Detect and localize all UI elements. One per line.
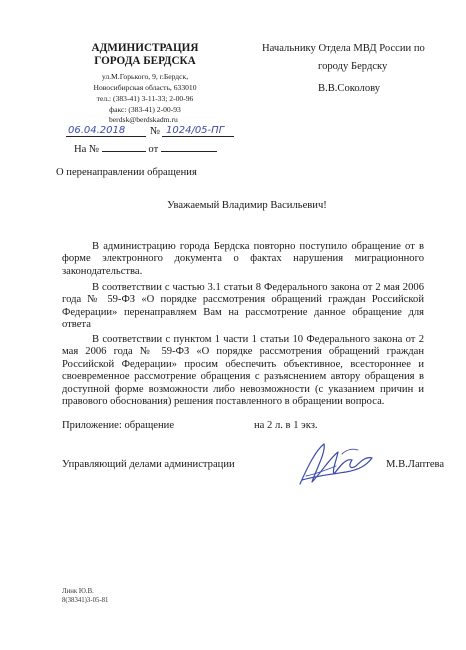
attachment-pages: на 2 л. в 1 экз.	[254, 420, 318, 431]
recipient-name: В.В.Соколову	[318, 83, 381, 94]
recipient-line2: городу Бердску	[318, 61, 388, 72]
outgoing-ref	[66, 125, 236, 139]
sender-address	[70, 71, 220, 115]
paragraph-1	[62, 241, 424, 278]
attachment-label: Приложение: обращение	[62, 420, 175, 431]
ref-date-blank	[161, 142, 217, 152]
address-line2: Новосибирская область, 633010	[93, 83, 197, 92]
paragraph-3-text: В соответствии с пунктом 1 части 1 статьи 10 Федерального закона от 2 мая 2006 года № 59-ФЗ «О порядке рассмотрения обращений граждан Российской Федерации» просим обеспечить объективное, всестороннее и своевременное рассмотрение обращения с разъяснением автору обращения в доступной форме возможности либо невозможности (с указанием причин и правового обоснования) решения поставленного в обращении вопроса.	[62, 334, 424, 408]
number-sign: №	[150, 126, 161, 137]
ref-number-blank	[102, 142, 146, 152]
org-name-line2: ГОРОДА БЕРДСКА	[94, 55, 196, 67]
signatory-name: М.В.Лаптева	[386, 459, 445, 470]
handwritten-signature	[286, 436, 382, 496]
paragraph-2-text: В соответствии с частью 3.1 статьи 8 Федерального закона от 2 мая 2006 года № 59-ФЗ «О порядке рассмотрения обращений граждан Российской Федерации» перенаправляем Вам на рассмотрение данное обращение для ответа	[62, 282, 424, 331]
paragraph-3	[62, 334, 424, 408]
address-line1: ул.М.Горького, 9, г.Бердск,	[101, 72, 189, 81]
subject: О перенаправлении обращения	[56, 167, 197, 178]
outgoing-date: 06.04.2018	[68, 125, 126, 136]
fax: факс: (383-41) 2-00-93	[109, 105, 181, 114]
ref-middle: от	[148, 144, 159, 155]
sender-email: berdsk@berdskadm.ru	[109, 115, 178, 124]
paragraph-2	[62, 282, 424, 332]
executor-block	[62, 587, 108, 605]
phone: тел.: (383-41) 3-11-33; 2-00-96	[96, 94, 194, 103]
salutation: Уважаемый Владимир Васильевич!	[167, 200, 327, 211]
reference-line	[74, 142, 234, 156]
executor-phone: 8(38341)3-05-81	[62, 597, 109, 604]
recipient-block	[262, 40, 452, 98]
outgoing-number: 1024/05-ПГ	[166, 125, 225, 136]
org-name-line1: АДМИНИСТРАЦИЯ	[91, 42, 199, 54]
signatory-position: Управляющий делами администрации	[62, 459, 235, 470]
recipient-line1: Начальнику Отдела МВД России по	[262, 43, 425, 54]
executor-name: Линк Ю.В.	[62, 588, 94, 595]
paragraph-1-text: В администрацию города Бердска повторно поступило обращение от в форме электронного документа о фактах нарушения миграционного законодательства.	[62, 241, 424, 277]
org-name	[70, 42, 220, 68]
ref-prefix: На №	[74, 144, 100, 155]
